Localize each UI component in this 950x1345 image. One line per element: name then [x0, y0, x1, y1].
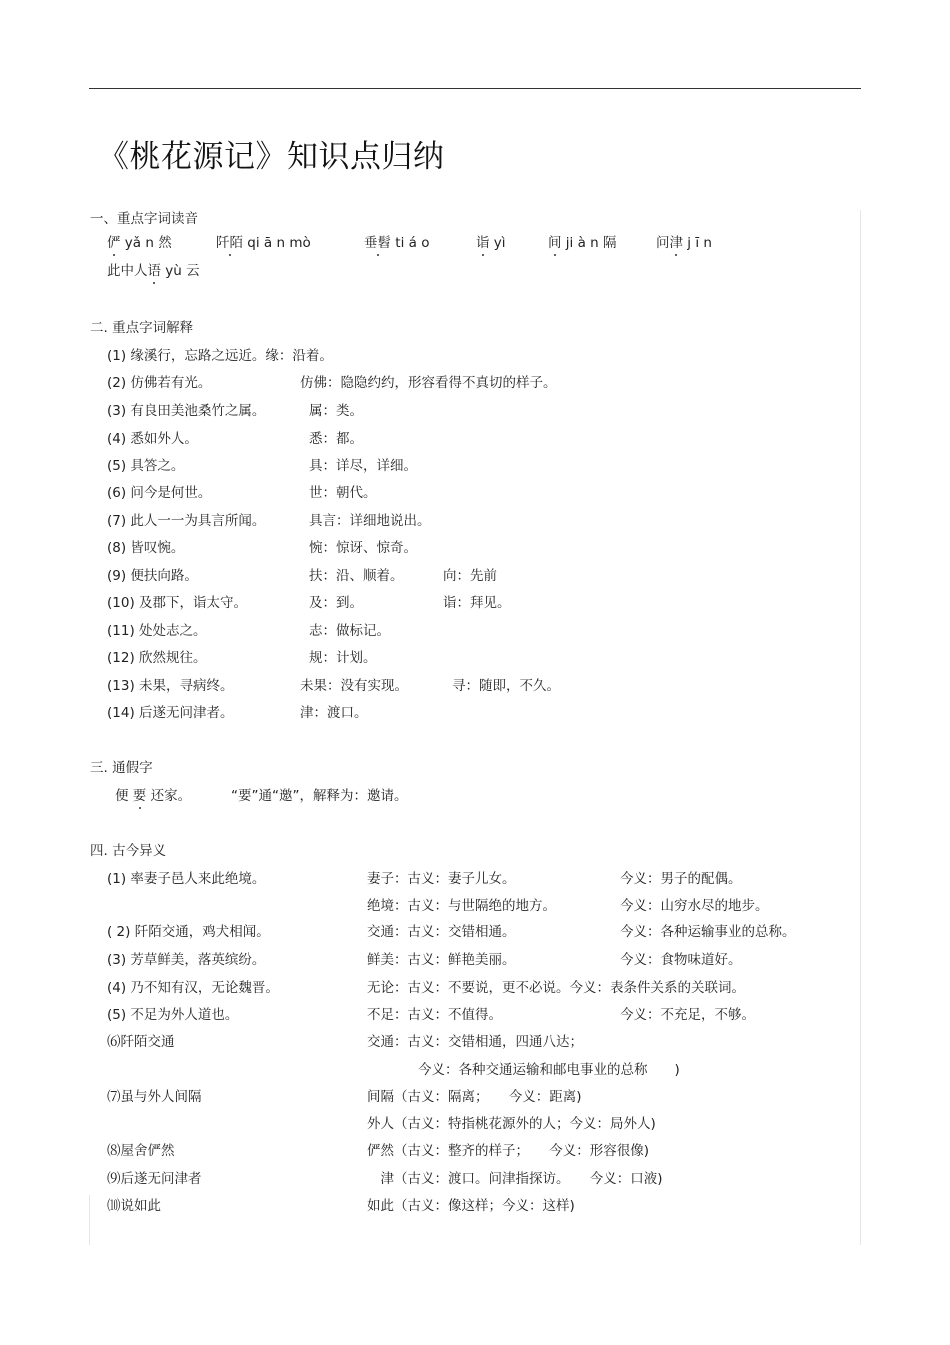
vocab-item-14: (14) 后遂无问津者。: [107, 705, 234, 721]
vocab-meaning-5: 具：详尽，详细。: [309, 458, 417, 474]
vocab-meaning-12: 规：计划。: [309, 650, 377, 666]
vocab-meaning-2: 仿佛：隐隐约约，形容看得不真切的样子。: [300, 375, 557, 391]
pinyin-item-5: [548, 234, 617, 252]
pinyin-reading: yì: [489, 235, 506, 251]
gujin-old-1b: 绝境：古义：与世隔绝的地方。: [367, 898, 556, 914]
gujin-new-1: 今义：男子的配偶。: [620, 871, 742, 887]
vocab-item-6: (6) 问今是何世。: [107, 485, 212, 501]
gujin-sentence-6: ⑹阡陌交通: [107, 1034, 175, 1050]
pinyin-reading: ji à n 隔: [561, 235, 617, 251]
vocab-item-1: (1) 缘溪行，忘路之远近。缘：沿着。: [107, 348, 333, 364]
pinyin-reading: j ī n: [683, 235, 712, 251]
vocab-item-4: (4) 悉如外人。: [107, 431, 198, 447]
gujin-sentence-10: ⑽说如此: [107, 1198, 161, 1214]
pinyin-char: 问津: [656, 235, 683, 251]
pinyin-char: 垂髫: [364, 235, 391, 251]
vocab-meaning-9: 扶：沿、顺着。: [309, 568, 404, 584]
gujin-sentence-1: (1) 率妻子邑人来此绝境。: [107, 871, 266, 887]
left-margin-line: [89, 1195, 90, 1245]
gujin-new-6: 今义：各种交通运输和邮电事业的总称 ): [418, 1062, 680, 1078]
gujin-sentence-7: ⑺虽与外人间隔: [107, 1089, 202, 1105]
vocab-item-3: (3) 有良田美池桑竹之属。: [107, 403, 266, 419]
gujin-sentence-3: (3) 芳草鲜美，落英缤纷。: [107, 952, 266, 968]
gujin-sentence-5: (5) 不足为外人道也。: [107, 1007, 239, 1023]
pinyin-reading: ti á o: [391, 235, 430, 251]
vocab-meaning-3: 属：类。: [309, 403, 363, 419]
pinyin-reading: yǎ n 然: [120, 235, 172, 251]
vocab-item-10: (10) 及郡下，诣太守。: [107, 595, 248, 611]
vocab-meaning-11: 志：做标记。: [309, 623, 390, 639]
section3-heading: 三. 通假字: [90, 760, 153, 776]
gujin-new-3: 今义：食物味道好。: [620, 952, 742, 968]
pinyin-char: 俨: [107, 235, 121, 251]
tongjia-explanation: “要”通“邀”，解释为：邀请。: [231, 788, 408, 804]
pinyin-item-1: [107, 234, 172, 252]
vocab-extra-13: 寻：随即，不久。: [452, 678, 560, 694]
vocab-item-11: (11) 处处志之。: [107, 623, 207, 639]
vocab-item-12: (12) 欣然规往。: [107, 650, 207, 666]
gujin-old-2: 交通：古义：交错相通。: [367, 924, 516, 940]
pinyin-item-2: [216, 234, 311, 252]
gujin-new-1b: 今义：山穷水尽的地步。: [620, 898, 769, 914]
pinyin-item-4: [476, 234, 506, 252]
gujin-old-8: 俨然（古义：整齐的样子； 今义：形容很像): [367, 1143, 650, 1159]
vocab-item-7: (7) 此人一一为具言所闻。: [107, 513, 266, 529]
pinyin-char: 阡陌: [216, 235, 243, 251]
section2-heading: 二. 重点字词解释: [90, 320, 194, 336]
vocab-meaning-4: 悉：都。: [309, 431, 363, 447]
vocab-extra-10: 诣：拜见。: [443, 595, 511, 611]
gujin-old-4: 无论：古义：不要说，更不必说。今义：表条件关系的关联词。: [367, 980, 745, 996]
page-title: 《桃花源记》知识点归纳: [98, 139, 445, 175]
gujin-old-10: 如此（古义：像这样；今义：这样): [367, 1198, 575, 1214]
vocab-extra-9: 向：先前: [443, 568, 497, 584]
gujin-new-5: 今义：不充足，不够。: [620, 1007, 755, 1023]
gujin-old-6: 交通：古义：交错相通，四通八达；: [367, 1034, 583, 1050]
gujin-old-7b: 外人（古义：特指桃花源外的人；今义：局外人): [367, 1116, 656, 1132]
gujin-old-9: 津（古义：渡口。问津指探访。 今义：口液): [367, 1171, 663, 1187]
pinyin-reading: qi ā n mò: [243, 235, 311, 251]
gujin-old-3: 鲜美：古义：鲜艳美丽。: [367, 952, 516, 968]
pinyin-item-3: [364, 234, 429, 252]
gujin-new-2: 今义：各种运输事业的总称。: [620, 924, 796, 940]
vocab-meaning-14: 津：渡口。: [300, 705, 368, 721]
tongjia-example: 便 要 还家。: [115, 788, 192, 804]
pinyin-char: 间: [548, 235, 562, 251]
gujin-old-5: 不足：古义：不值得。: [367, 1007, 502, 1023]
vocab-item-5: (5) 具答之。: [107, 458, 185, 474]
vocab-meaning-7: 具言：详细地说出。: [309, 513, 431, 529]
gujin-sentence-9: ⑼后遂无问津者: [107, 1171, 202, 1187]
pinyin-item-6: [656, 234, 712, 252]
gujin-old-7: 间隔（古义：隔离； 今义：距离): [367, 1089, 582, 1105]
pinyin-context: 此中人语: [107, 263, 161, 279]
right-margin-line: [860, 210, 861, 1245]
vocab-meaning-10: 及：到。: [309, 595, 363, 611]
gujin-sentence-2: ( 2) 阡陌交通，鸡犬相闻。: [107, 924, 270, 940]
gujin-sentence-8: ⑻屋舍俨然: [107, 1143, 175, 1159]
vocab-item-2: (2) 仿佛若有光。: [107, 375, 212, 391]
pinyin-reading: yù 云: [161, 263, 200, 279]
vocab-meaning-13: 未果：没有实现。: [300, 678, 408, 694]
vocab-meaning-8: 惋：惊讶、惊奇。: [309, 540, 417, 556]
pinyin-char: 诣: [476, 235, 490, 251]
vocab-item-9: (9) 便扶向路。: [107, 568, 198, 584]
top-rule: [89, 88, 861, 89]
gujin-sentence-4: (4) 乃不知有汉，无论魏晋。: [107, 980, 279, 996]
pinyin-item-7: [107, 262, 200, 280]
section1-heading: 一、重点字词读音: [90, 211, 198, 227]
vocab-meaning-6: 世：朝代。: [309, 485, 377, 501]
section4-heading: 四. 古今异义: [90, 843, 167, 859]
gujin-old-1: 妻子：古义：妻子儿女。: [367, 871, 516, 887]
vocab-item-8: (8) 皆叹惋。: [107, 540, 185, 556]
vocab-item-13: (13) 未果，寻病终。: [107, 678, 234, 694]
